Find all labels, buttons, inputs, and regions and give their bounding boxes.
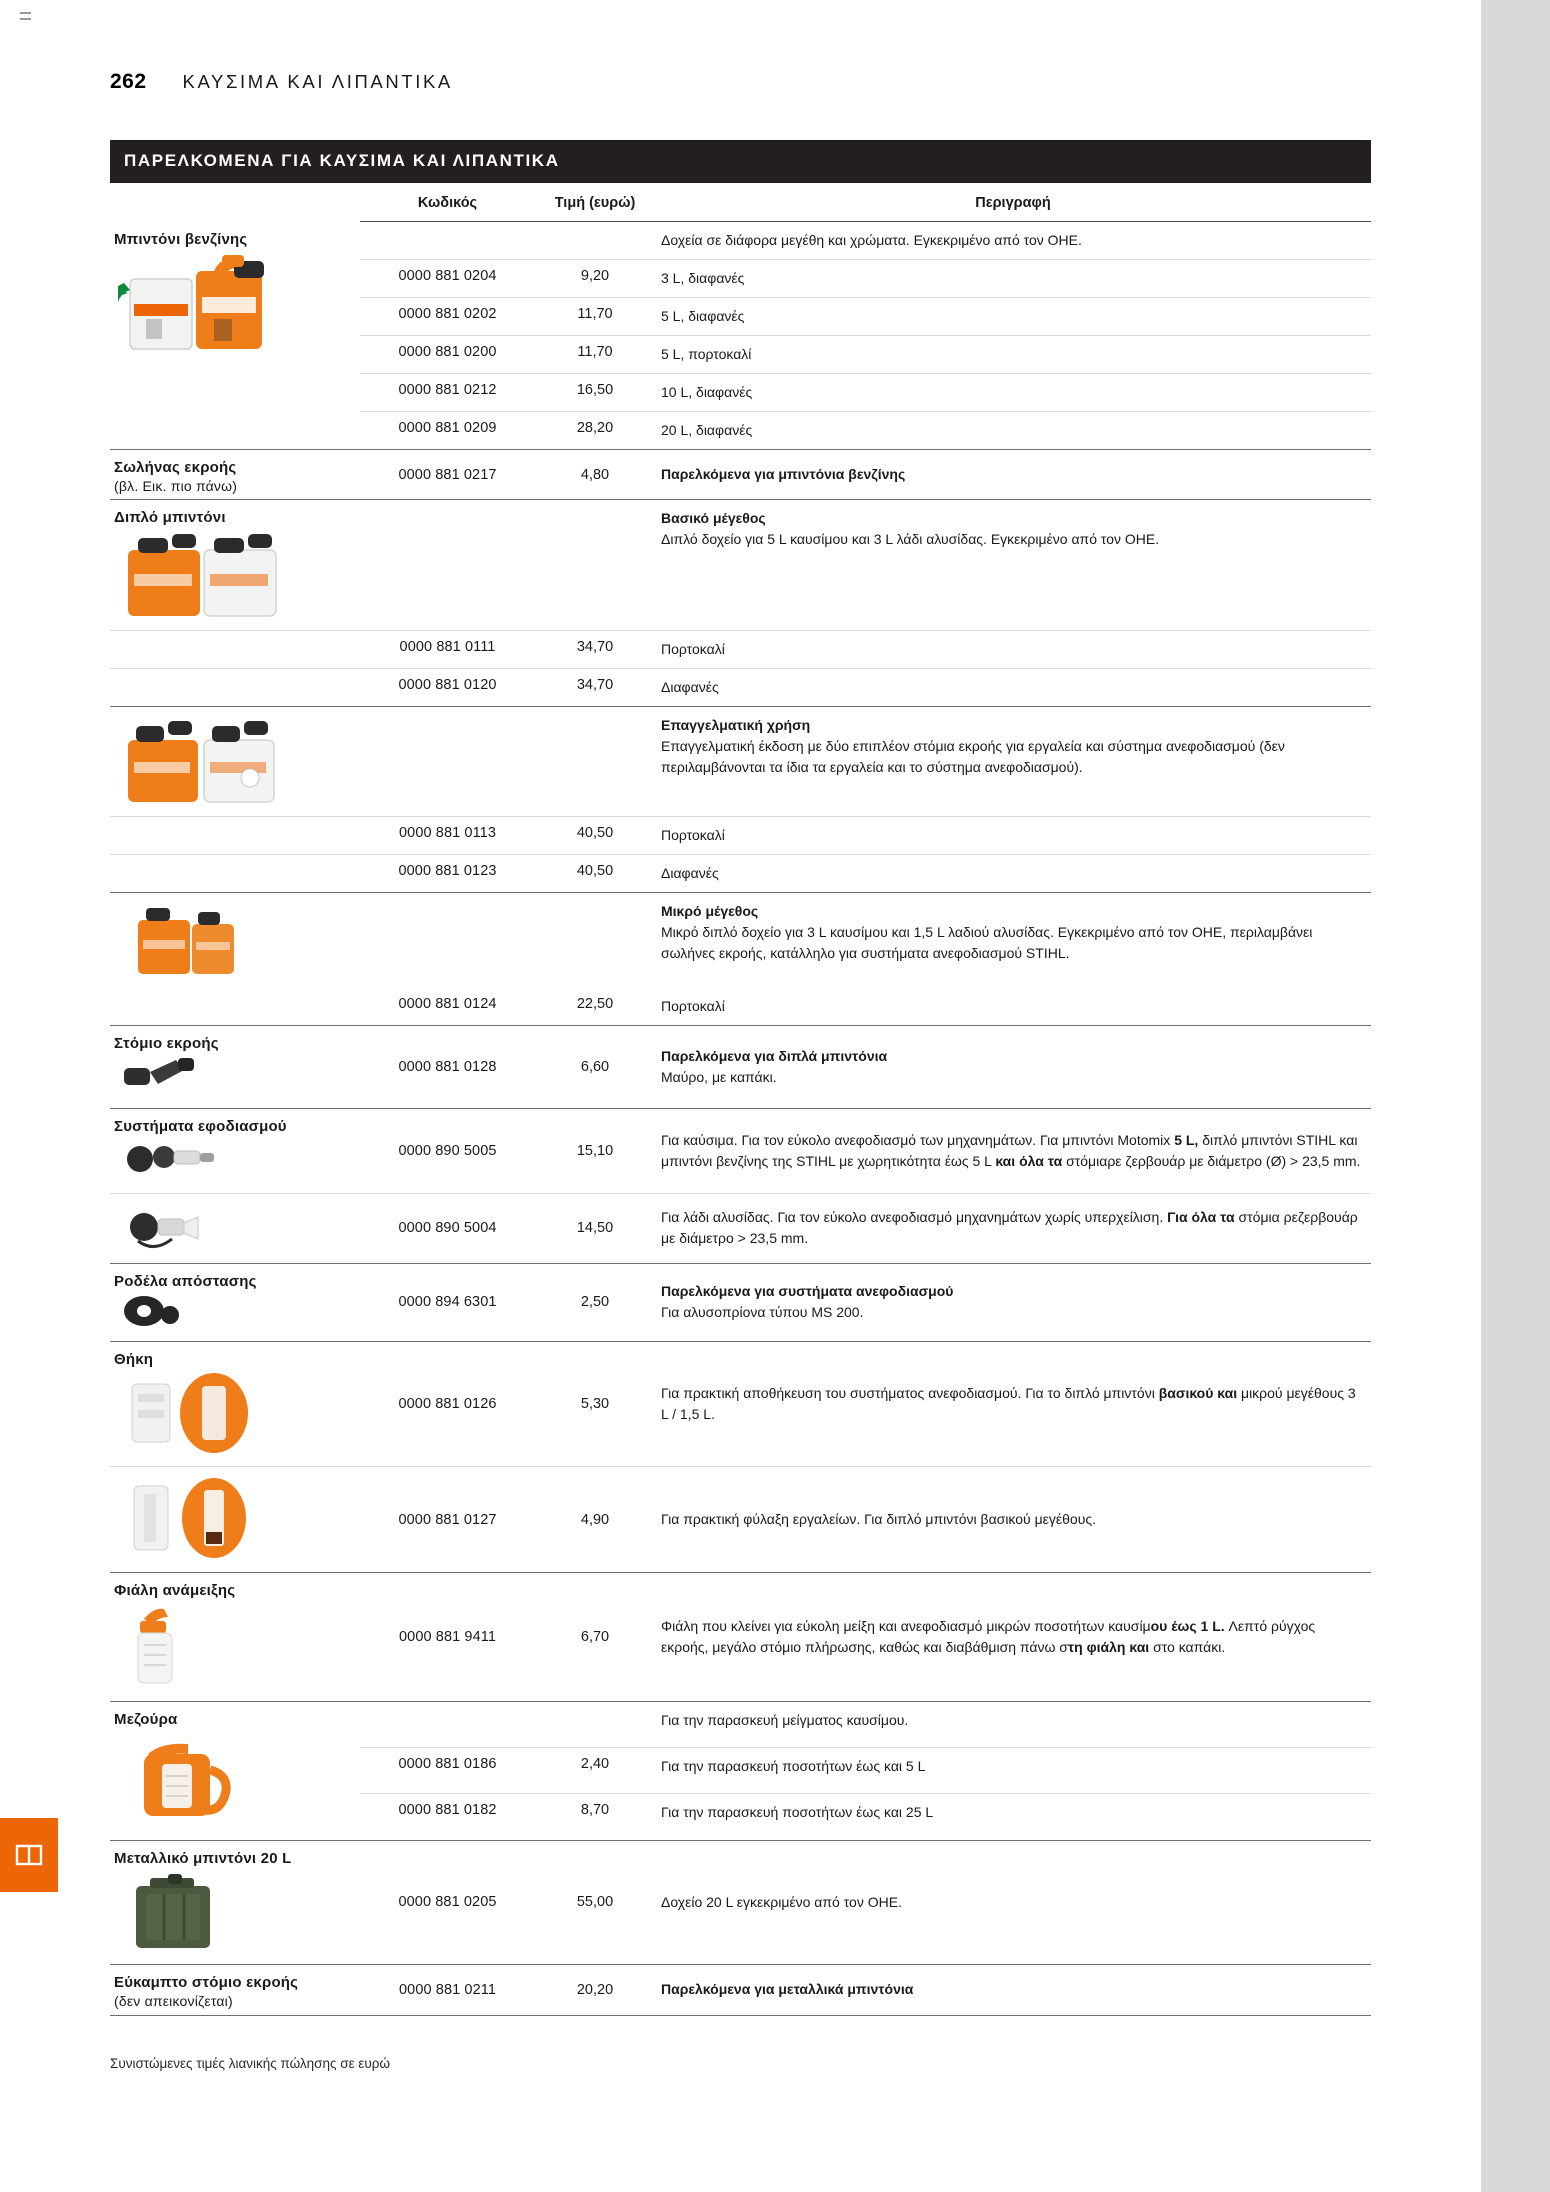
product-image-spacer-washer	[114, 1291, 350, 1337]
product-image-fuel-system-2	[114, 1203, 350, 1259]
price-cell: 11,70	[577, 306, 613, 322]
desc-text: Για αλυσοπρίονα τύπου MS 200.	[661, 1304, 864, 1321]
price-cell: 40,50	[576, 863, 614, 879]
desc-cell: Διαφανές	[661, 865, 719, 881]
oil-refuelling-system-icon	[118, 1203, 228, 1253]
accessories-table	[110, 183, 1371, 2015]
price-cell: 14,50	[576, 1220, 614, 1236]
code-cell: 0000 881 0204	[398, 268, 497, 284]
code-cell: 0000 894 6301	[398, 1294, 497, 1311]
code-cell: 0000 881 0124	[398, 996, 497, 1012]
code-cell: 0000 890 5004	[398, 1220, 497, 1236]
product-image-metal-canister	[114, 1868, 350, 1960]
price-cell: 11,70	[577, 344, 613, 360]
group-desc	[655, 500, 1371, 631]
product-name-cell	[110, 1573, 360, 1702]
table-row	[110, 1701, 1371, 1747]
price-cell: 2,40	[580, 1756, 610, 1772]
product-name: Μεζούρα	[114, 1710, 178, 1728]
price-cell: 8,70	[580, 1802, 610, 1819]
spacer-washer-icon	[118, 1291, 198, 1331]
col-header-price: Τιμή (ευρώ)	[535, 183, 655, 222]
price-cell: 34,70	[576, 677, 614, 693]
price-cell: 9,20	[580, 268, 610, 284]
product-name-cell	[110, 1026, 360, 1109]
metal-jerrycan-icon	[118, 1868, 248, 1954]
code-cell: 0000 881 0186	[398, 1756, 497, 1772]
tool-holster-icon	[118, 1476, 268, 1562]
product-image-cell	[110, 1193, 360, 1263]
double-canister-pro-icon	[118, 716, 293, 806]
code-cell: 0000 881 0200	[398, 344, 497, 360]
desc-cell	[655, 1263, 1371, 1342]
product-name: Εύκαμπτο στόμιο εκροής	[114, 1974, 299, 1992]
code-cell: 0000 881 0212	[398, 382, 497, 398]
price-cell: 40,50	[576, 825, 614, 841]
spacer-cell	[110, 631, 360, 669]
product-image-cell	[110, 1467, 360, 1573]
col-header-code: Κωδικός	[360, 183, 535, 222]
desc-cell: Για την παρασκευή ποσοτήτων έως και 5 L	[661, 1758, 926, 1774]
group-text: Διπλό δοχείο για 5 L καυσίμου και 3 L λάδι αλυσίδας. Εγκεκριμένο από τον ΟΗΕ.	[661, 531, 1160, 548]
product-name-cell	[110, 1840, 360, 1965]
product-name: Συστήματα εφοδιασμού	[114, 1117, 287, 1135]
product-name: Μπιντόνι βενζίνης	[114, 230, 248, 248]
desc-title: Παρελκόμενα για μπιντόνια βενζίνης	[661, 466, 906, 483]
product-name-cell	[110, 500, 360, 631]
product-image-pro-canister	[114, 716, 350, 812]
price-cell	[535, 1701, 655, 1747]
code-cell: 0000 881 0126	[398, 1396, 497, 1413]
product-image-holster-1	[114, 1370, 350, 1462]
product-image-small-canister	[114, 902, 350, 984]
code-cell	[360, 1701, 535, 1747]
desc-cell: Για πρακτική φύλαξη εργαλείων. Για διπλό μπιντόνι βασικού μεγέθους.	[661, 1511, 1097, 1527]
mixing-bottle-icon	[118, 1601, 208, 1691]
product-name-note: (δεν απεικονίζεται)	[114, 1993, 233, 2009]
product-image-canister-set	[114, 249, 350, 360]
group-title: Βασικό μέγεθος	[661, 510, 766, 527]
price-cell	[535, 893, 655, 989]
desc-cell: Για την παρασκευή ποσοτήτων έως και 25 L	[661, 1804, 934, 1821]
table-row	[110, 631, 1371, 669]
price-cell	[535, 222, 655, 260]
product-name: Φιάλη ανάμειξης	[114, 1582, 236, 1599]
product-image-cell	[110, 893, 360, 989]
table-row	[110, 707, 1371, 817]
measuring-jug-icon	[118, 1730, 268, 1830]
spacer-cell	[110, 988, 360, 1026]
code-cell: 0000 881 0120	[398, 677, 497, 693]
desc-cell: Διαφανές	[661, 679, 719, 695]
code-cell: 0000 881 0202	[398, 306, 497, 322]
code-cell: 0000 881 0123	[398, 863, 497, 879]
table-row	[110, 817, 1371, 855]
product-name-cell	[110, 1701, 360, 1840]
price-cell: 4,90	[580, 1511, 610, 1528]
price-cell: 20,20	[576, 1981, 614, 1998]
product-name: Μεταλλικό μπιντόνι 20 L	[114, 1849, 292, 1867]
table-row	[110, 450, 1371, 500]
product-name: Θήκη	[114, 1351, 154, 1369]
price-cell: 22,50	[576, 996, 614, 1012]
small-double-canister-icon	[118, 902, 258, 978]
product-image-holster-2	[114, 1476, 350, 1568]
desc-cell: Πορτοκαλί	[661, 827, 725, 843]
table-row	[110, 1467, 1371, 1573]
price-cell: 15,10	[576, 1142, 614, 1159]
product-name: Σωλήνας εκροής	[114, 459, 237, 476]
desc-cell	[655, 1026, 1371, 1109]
col-header-desc: Περιγραφή	[655, 183, 1371, 222]
table-row	[110, 893, 1371, 989]
refuelling-system-icon	[118, 1137, 228, 1183]
price-cell: 55,00	[576, 1894, 614, 1911]
desc-title: Παρελκόμενα για μεταλλικά μπιντόνια	[661, 1981, 914, 1998]
code-cell: 0000 881 0209	[398, 420, 497, 436]
desc-cell: 3 L, διαφανές	[661, 270, 745, 286]
product-name-note: (βλ. Εικ. πιο πάνω)	[114, 477, 238, 494]
product-name: Διπλό μπιντόνι	[114, 509, 226, 527]
price-cell: 5,30	[580, 1396, 610, 1413]
code-cell: 0000 881 0182	[398, 1802, 497, 1819]
table-row	[110, 669, 1371, 707]
product-name-cell	[110, 450, 360, 500]
section-intro: Δοχεία σε διάφορα μεγέθη και χρώματα. Εγκεκριμένο από τον ΟΗΕ.	[661, 232, 1082, 248]
price-cell: 16,50	[576, 382, 614, 398]
desc-cell: Για καύσιμα. Για τον εύκολο ανεφοδιασμό των μηχανημάτων. Για μπιντόνι Motomix 5 L, διπλό μπιντόνι STIHL και μπιντόνι βενζίνης της STIHL με χωρητικότητα έως 5 L και όλα τα στόμιαρε ζερβουάρ με διάμετρο (Ø) > 23,5 mm.	[661, 1131, 1361, 1169]
desc-cell: Φιάλη που κλείνει για εύκολη μείξη και ανεφοδιασμό μικρών ποσοτήτων καυσίμου έως 1 L. Λεπτό ρύγχος εκροής, μεγάλο στόμιο πλήρωσης, καθώς και διαβάθμιση πάνω στη φιάλη και στο καπάκι.	[661, 1617, 1316, 1655]
product-image-cell	[110, 707, 360, 817]
product-image-double-canister	[114, 528, 350, 626]
table-row	[110, 1965, 1371, 2015]
group-text: Επαγγελματική έκδοση με δύο επιπλέον στόμια εκροής για εργαλεία και σύστημα ανεφοδιασμού (δεν περιλαμβάνονται τα ίδια τα εργαλεία και το σύστημα ανεφοδιασμού).	[661, 738, 1285, 775]
price-cell	[535, 707, 655, 817]
product-name-cell	[110, 1342, 360, 1467]
desc-cell: Πορτοκαλί	[661, 998, 725, 1014]
desc-cell	[655, 1965, 1371, 2015]
holster-icon	[118, 1370, 268, 1456]
product-name: Ροδέλα απόστασης	[114, 1272, 257, 1290]
product-name-cell	[110, 222, 360, 450]
code-cell: 0000 881 0211	[399, 1981, 496, 1998]
page-header	[110, 70, 1481, 94]
desc-cell: 5 L, πορτοκαλί	[661, 346, 752, 362]
product-image-fuel-system-1	[114, 1137, 350, 1189]
table-banner: ΠΑΡΕΛΚΟΜΕΝΑ ΓΙΑ ΚΑΥΣΙΜΑ ΚΑΙ ΛΙΠΑΝΤΙΚΑ	[110, 140, 1371, 183]
table-row	[110, 1026, 1371, 1109]
product-name-cell	[110, 1108, 360, 1193]
table-row	[110, 1108, 1371, 1193]
price-cell: 6,70	[580, 1628, 610, 1645]
desc-cell: Δοχείο 20 L εγκεκριμένο από τον ΟΗΕ.	[661, 1893, 902, 1910]
code-cell	[360, 707, 535, 817]
desc-title: Παρελκόμενα για συστήματα ανεφοδιασμού	[661, 1283, 954, 1300]
code-cell: 0000 881 0128	[398, 1058, 497, 1075]
desc-cell: Για πρακτική αποθήκευση του συστήματος ανεφοδιασμού. Για το διπλό μπιντόνι βασικού και μικρού μεγέθους 3 L / 1,5 L.	[661, 1385, 1356, 1423]
price-cell: 4,80	[580, 466, 610, 483]
table-header-row	[110, 183, 1371, 222]
table-row	[110, 1342, 1371, 1467]
code-cell	[360, 222, 535, 260]
product-image-measuring-jug	[114, 1730, 350, 1836]
section-intro: Για την παρασκευή μείγματος καυσίμου.	[661, 1711, 909, 1728]
spacer-cell	[110, 817, 360, 855]
table-row	[110, 1840, 1371, 1965]
chapter-title: ΚΑΥΣΙΜΑ ΚΑΙ ΛΙΠΑΝΤΙΚΑ	[182, 71, 453, 92]
table-row	[110, 500, 1371, 631]
table-row	[110, 988, 1371, 1026]
desc-cell: 20 L, διαφανές	[661, 422, 753, 438]
group-desc	[655, 893, 1371, 989]
price-cell: 28,20	[576, 420, 614, 436]
group-title: Επαγγελματική χρήση	[661, 717, 811, 733]
price-cell: 6,60	[580, 1058, 610, 1075]
product-name-cell	[110, 1965, 360, 2015]
table-bottom-rule	[110, 2015, 1371, 2016]
accessories-table-wrapper	[110, 140, 1371, 2016]
page-number: 262	[110, 70, 147, 93]
table-row	[110, 855, 1371, 893]
double-canister-icon	[118, 528, 293, 620]
price-footnote: Συνιστώμενες τιμές λιανικής πώλησης σε ευρώ	[110, 2055, 390, 2071]
group-title: Μικρό μέγεθος	[661, 903, 759, 919]
spout-icon	[118, 1054, 208, 1098]
code-cell: 0000 881 0113	[399, 825, 496, 841]
price-cell: 2,50	[580, 1294, 610, 1311]
code-cell: 0000 881 0127	[398, 1511, 497, 1528]
desc-title: Παρελκόμενα για διπλά μπιντόνια	[661, 1047, 888, 1064]
group-desc	[655, 707, 1371, 817]
col-header-name	[110, 183, 360, 222]
group-text: Μικρό διπλό δοχείο για 3 L καυσίμου και 1,5 L λαδιού αλυσίδας. Εγκεκριμένο από τον ΟΗΕ, περιλαμβάνει σωλήνες εκροής, κατάλληλο για συστήματα ανεφοδιασμού STIHL.	[661, 924, 1313, 961]
desc-cell	[655, 450, 1371, 500]
desc-cell: 10 L, διαφανές	[661, 384, 753, 400]
spacer-cell	[110, 669, 360, 707]
code-cell: 0000 881 9411	[399, 1628, 496, 1645]
fuel-canister-icon	[118, 249, 288, 354]
table-row	[110, 1573, 1371, 1702]
code-cell: 0000 881 0205	[398, 1894, 497, 1911]
desc-text: Μαύρο, με καπάκι.	[661, 1068, 777, 1085]
spacer-cell	[110, 855, 360, 893]
desc-cell: Για λάδι αλυσίδας. Για τον εύκολο ανεφοδιασμό μηχανημάτων χωρίς υπερχείλιση. Για όλα τα στόμια ρεζερβουάρ με διάμετρο > 23,5 mm.	[661, 1209, 1358, 1246]
product-image-mixing-bottle	[114, 1601, 350, 1697]
code-cell	[360, 893, 535, 989]
product-image-spout	[114, 1054, 350, 1104]
code-cell	[360, 500, 535, 631]
product-name: Στόμιο εκροής	[114, 1035, 219, 1052]
table-row	[110, 222, 1371, 260]
code-cell: 0000 881 0217	[398, 466, 497, 483]
price-cell: 34,70	[576, 639, 614, 655]
table-row	[110, 1263, 1371, 1342]
code-cell: 0000 890 5005	[398, 1142, 497, 1159]
product-name-cell	[110, 1263, 360, 1342]
table-row	[110, 1193, 1371, 1263]
code-cell: 0000 881 0111	[399, 639, 496, 655]
desc-cell: 5 L, διαφανές	[661, 308, 745, 324]
desc-cell: Πορτοκαλί	[661, 641, 725, 657]
page-edge-strip	[1481, 0, 1550, 2192]
price-cell	[535, 500, 655, 631]
